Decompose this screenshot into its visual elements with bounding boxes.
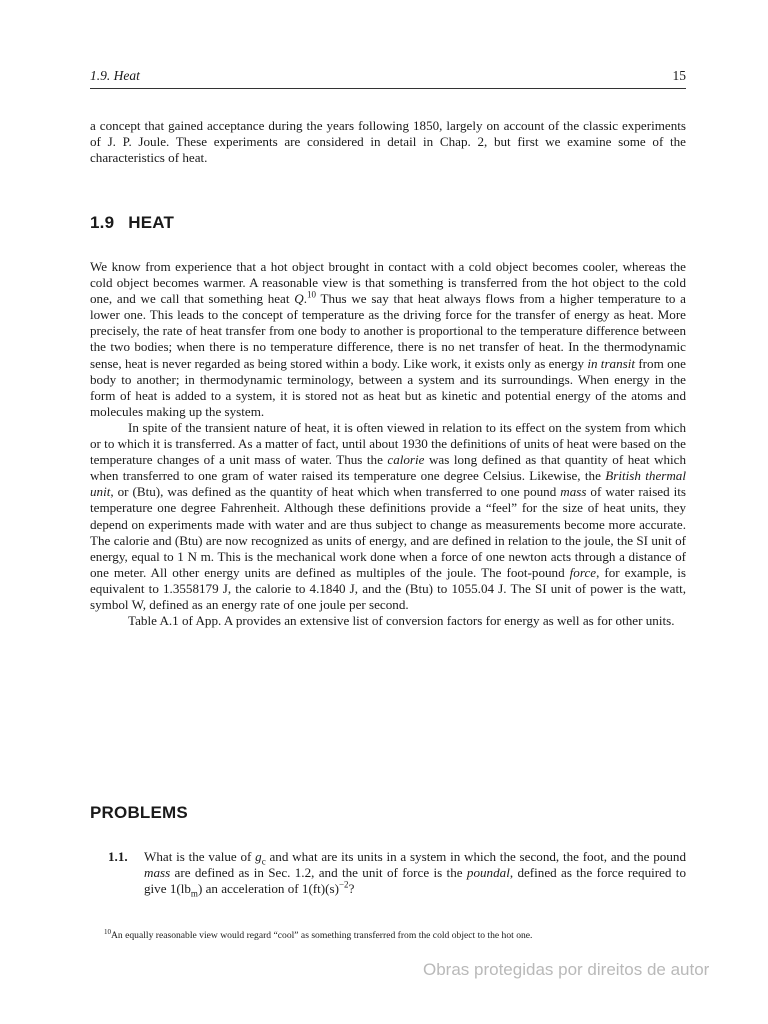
problem-text: What is the value of $g_c$ and what are its units in a system in which the second, the foot, and the pound mass are defined as in Sec. 1.2, and the unit of force is the poundal, defined as the force required to give $1(lb_m)$ an acceleration of $1(ft)(s)^{-2}$?: [144, 849, 686, 899]
problem-1-1: [108, 849, 686, 897]
problems-heading: PROBLEMS: [90, 803, 188, 822]
footnote: [104, 927, 704, 942]
section-heading: [90, 213, 174, 233]
watermark: Obras protegidas por direitos de autor: [423, 960, 710, 979]
paragraph-2: In spite of the transient nature of heat, it is often viewed in relation to its effect on the system from which or to which it is transferred. As a matter of fact, until about 1930 the definitions of units of heat were based on the temperature changes of a unit mass of water. Thus the calorie was long defined as that quantity of heat which when transferred to one gram of water raised its temperature one degree Celsius. Likewise, the British thermal unit, or (Btu), was defined as the quantity of heat which when transferred to one pound mass of water raised its temperature one degree Fahrenheit. Although these definitions provide a “feel” for the size of heat units, they depend on experiments made with water and are thus subject to change as measurements become more accurate. The calorie and (Btu) are now recognized as units of energy, and are defined in relation to the joule, the SI unit of energy, equal to 1 N m. This is the mechanical work done when a force of one newton acts through a distance of one meter. All other energy units are defined as multiples of the joule. The foot-pound force, for example, is equivalent to 1.3558179 J, the calorie to 4.1840 J, and the (Btu) to 1055.04 J. The SI unit of power is the watt, symbol W, defined as an energy rate of one joule per second.: [90, 419, 687, 612]
problem-number: 1.1.: [108, 849, 128, 864]
footnote-text: An equally reasonable view would regard “cool” as something transferred from the cold object to the hot one.: [111, 930, 533, 941]
paragraph-1: We know from experience that a hot object brought in contact with a cold object becomes cooler, whereas the cold object becomes warmer. A reasonable view is that something is transferred from the hot object to the cold one, and we call that something heat Q.$^{10}$ Thus we say that heat always flows from a higher temperature to a lower one. This leads to the concept of temperature as the driving force for the transfer of energy as heat. More precisely, the rate of heat transfer from one body to another is proportional to the temperature difference between the two bodies; when there is no temperature difference, there is no net transfer of heat. In the thermodynamic sense, heat is never regarded as being stored within a body. Like work, it exists only as energy in transit from one body to another; in thermodynamic terminology, between a system and its surroundings. When energy in the form of heat is added to a system, it is stored not as heat but as kinetic and potential energy of the atoms and molecules making up the system.: [90, 259, 686, 419]
running-head-title: 1.9. Heat: [90, 68, 140, 83]
page-number: 15: [672, 68, 686, 83]
running-head: [90, 66, 686, 89]
section-title: HEAT: [128, 213, 175, 232]
footnote-marker: 10: [104, 927, 111, 936]
section-body: [90, 259, 686, 629]
section-number: 1.9: [90, 213, 115, 232]
footnote-ref: 10: [306, 289, 316, 300]
intro-paragraph: a concept that gained acceptance during the years following 1850, largely on account of the classic experiments of J. P. Joule. These experiments are considered in detail in Chap. 2, but first we examine some of the characteristics of heat.: [90, 118, 686, 166]
paragraph-3: Table A.1 of App. A provides an extensive list of conversion factors for energy as well as for other units.: [128, 613, 675, 629]
